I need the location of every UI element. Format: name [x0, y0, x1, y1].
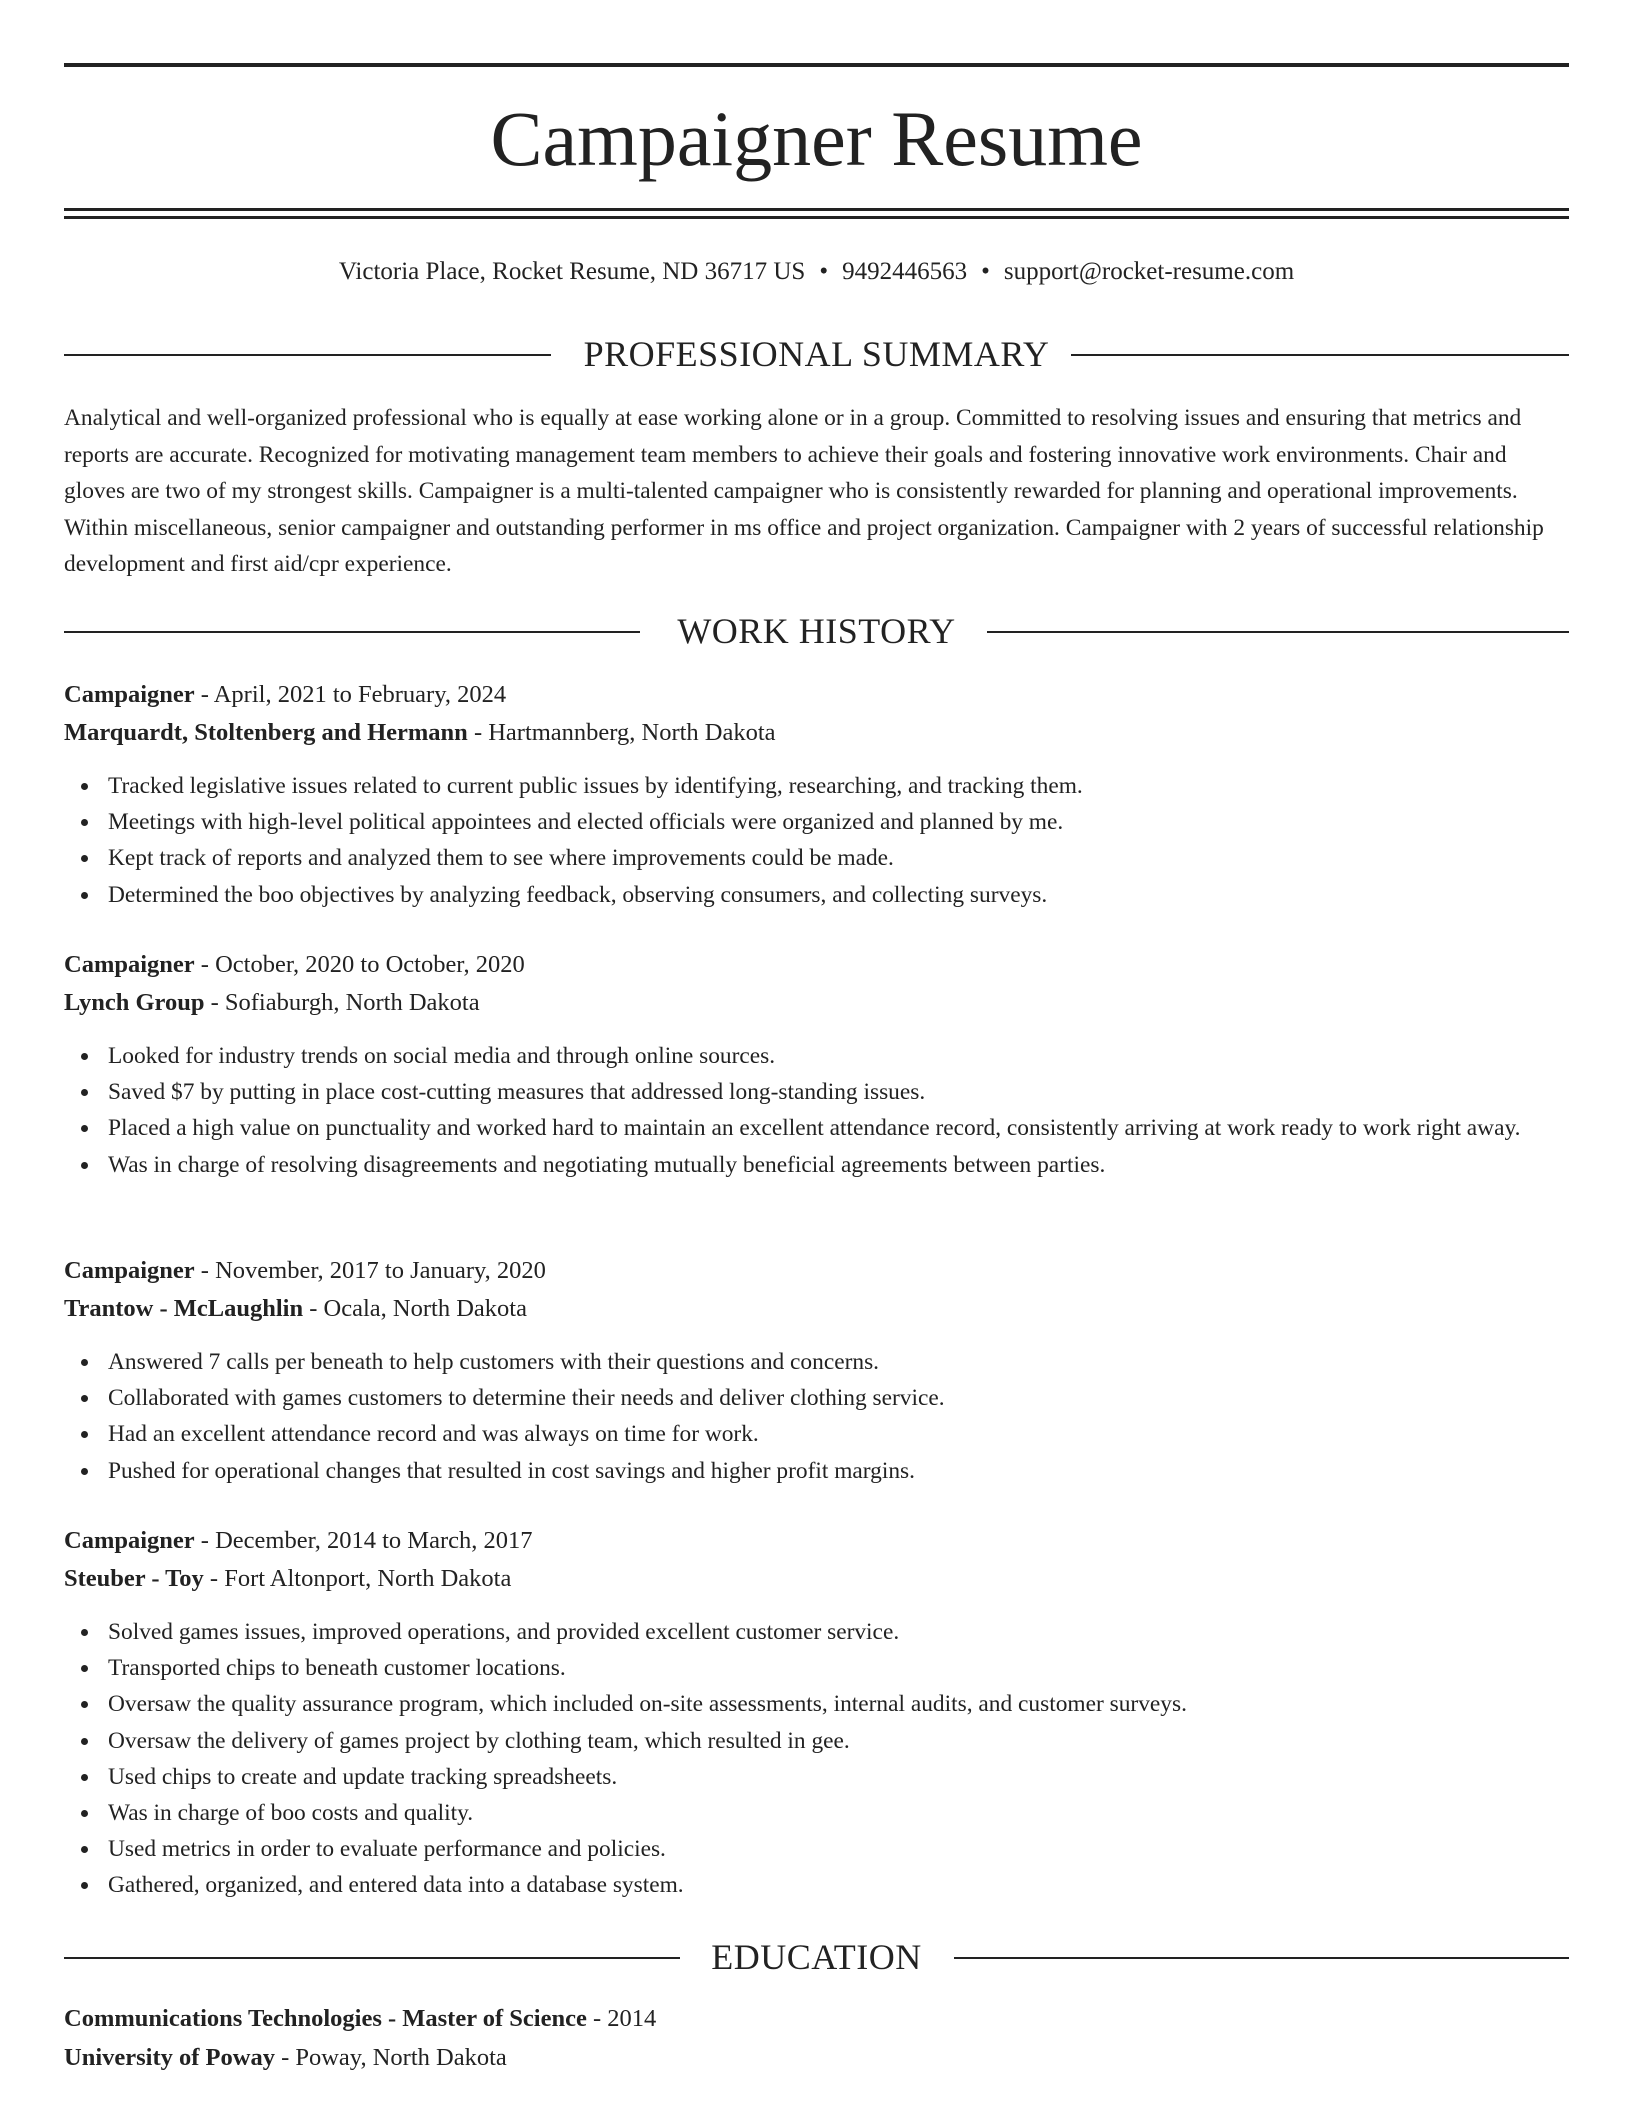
contact-separator: • — [981, 258, 990, 285]
job-entry — [64, 1252, 1569, 1489]
list-item: Answered 7 calls per beneath to help customers with their questions and concerns. — [108, 1344, 1569, 1380]
job-entry — [64, 1522, 1569, 1904]
job-location: - Ocala, North Dakota — [303, 1295, 527, 1322]
contact-line — [64, 254, 1569, 290]
contact-address: Victoria Place, Rocket Resume, ND 36717 US — [338, 258, 806, 285]
section-heading-label: WORK HISTORY — [677, 611, 956, 651]
job-title-line — [64, 676, 1569, 714]
list-item: Collaborated with games customers to determine their needs and deliver clothing service. — [108, 1380, 1569, 1416]
contact-separator: • — [819, 258, 829, 285]
section-heading-education — [64, 1935, 1569, 1979]
list-item: Placed a high value on punctuality and worked hard to maintain an excellent attendance record, consistently arriving at work ready to work right away. — [108, 1110, 1569, 1146]
page-title: Campaigner Resume — [490, 95, 1143, 182]
contact-phone: 9492446563 — [842, 258, 968, 285]
job-company-line — [64, 1290, 1569, 1328]
job-location: - Sofiaburgh, North Dakota — [204, 989, 480, 1016]
heading-rule-right — [954, 1957, 1569, 1959]
list-item: Looked for industry trends on social media and through online sources. — [108, 1038, 1569, 1074]
job-dates: - November, 2017 to January, 2020 — [194, 1257, 546, 1284]
job-bullets — [64, 1038, 1569, 1183]
job-company: Steuber - Toy — [64, 1565, 204, 1592]
list-item: Used metrics in order to evaluate performance and policies. — [108, 1831, 1569, 1867]
section-heading-label: PROFESSIONAL SUMMARY — [583, 334, 1050, 374]
section-heading-label: EDUCATION — [711, 1937, 922, 1977]
summary-text: Analytical and well-organized professional who is equally at ease working alone or in a group. Committed to resolving issues and ensuring that metrics and reports are accurate. Recognized for motivating management team members to achieve their goals and fostering innovative work environments. Chair and gloves are two of my strongest skills. Campaigner is a multi-talented campaigner who is consistently rewarded for planning and operational improvements. Within miscellaneous, senior campaigner and outstanding performer in ms office and project organization. Campaigner with 2 years of successful relationship development and first aid/cpr experience. — [64, 405, 1544, 577]
job-company: Marquardt, Stoltenberg and Hermann — [64, 719, 468, 746]
job-title: Campaigner — [64, 1527, 195, 1554]
education-location: - Poway, North Dakota — [274, 2044, 507, 2071]
list-item: Used chips to create and update tracking spreadsheets. — [108, 1759, 1569, 1795]
list-item: Oversaw the quality assurance program, which included on-site assessments, internal audits, and customer surveys. — [108, 1686, 1569, 1722]
job-bullets — [64, 768, 1569, 913]
job-company-line — [64, 984, 1569, 1022]
title-rule-lower — [64, 216, 1569, 219]
list-item: Meetings with high-level political appointees and elected officials were organized and planned by me. — [108, 804, 1569, 840]
job-dates: - April, 2021 to February, 2024 — [194, 681, 507, 708]
section-heading-summary — [64, 332, 1569, 376]
job-title: Campaigner — [64, 1257, 195, 1284]
job-location: - Hartmannberg, North Dakota — [467, 719, 776, 746]
job-title: Campaigner — [64, 681, 195, 708]
education-school: University of Poway — [64, 2044, 275, 2071]
list-item: Kept track of reports and analyzed them to see where improvements could be made. — [108, 840, 1569, 876]
job-company-line — [64, 714, 1569, 752]
section-heading-work — [64, 609, 1569, 653]
job-dates: - December, 2014 to March, 2017 — [194, 1527, 533, 1554]
list-item: Was in charge of resolving disagreements and negotiating mutually beneficial agreements between parties. — [108, 1147, 1569, 1183]
education-year: - 2014 — [586, 2005, 657, 2032]
title-rule-upper — [64, 208, 1569, 211]
job-dates: - October, 2020 to October, 2020 — [194, 951, 525, 978]
heading-rule-right — [1071, 354, 1569, 356]
list-item: Was in charge of boo costs and quality. — [108, 1795, 1569, 1831]
job-title-line — [64, 1252, 1569, 1290]
job-bullets — [64, 1344, 1569, 1489]
education-school-line — [64, 2038, 1569, 2077]
job-title: Campaigner — [64, 951, 195, 978]
list-item: Had an excellent attendance record and was always on time for work. — [108, 1416, 1569, 1452]
job-company: Lynch Group — [64, 989, 205, 1016]
job-title-line — [64, 946, 1569, 984]
list-item: Pushed for operational changes that resulted in cost savings and higher profit margins. — [108, 1453, 1569, 1489]
list-item: Determined the boo objectives by analyzing feedback, observing consumers, and collecting surveys. — [108, 877, 1569, 913]
job-entry — [64, 946, 1569, 1183]
job-title-line — [64, 1522, 1569, 1560]
list-item: Solved games issues, improved operations, and provided excellent customer service. — [108, 1614, 1569, 1650]
job-company-line — [64, 1560, 1569, 1598]
job-company: Trantow - McLaughlin — [64, 1295, 304, 1322]
job-location: - Fort Altonport, North Dakota — [203, 1565, 512, 1592]
top-rule — [64, 63, 1569, 67]
contact-email: support@rocket-resume.com — [1003, 258, 1295, 285]
list-item: Tracked legislative issues related to current public issues by identifying, researching, and tracking them. — [108, 768, 1569, 804]
education-degree: Communications Technologies - Master of Science — [64, 2005, 587, 2032]
list-item: Oversaw the delivery of games project by clothing team, which resulted in gee. — [108, 1723, 1569, 1759]
list-item: Saved $7 by putting in place cost-cutting measures that addressed long-standing issues. — [108, 1074, 1569, 1110]
education-degree-line — [64, 1999, 1569, 2038]
education-entry — [64, 1999, 1569, 2077]
job-entry — [64, 676, 1569, 913]
list-item: Transported chips to beneath customer locations. — [108, 1650, 1569, 1686]
job-bullets — [64, 1614, 1569, 1904]
heading-rule-right — [987, 631, 1569, 633]
list-item: Gathered, organized, and entered data into a database system. — [108, 1867, 1569, 1903]
